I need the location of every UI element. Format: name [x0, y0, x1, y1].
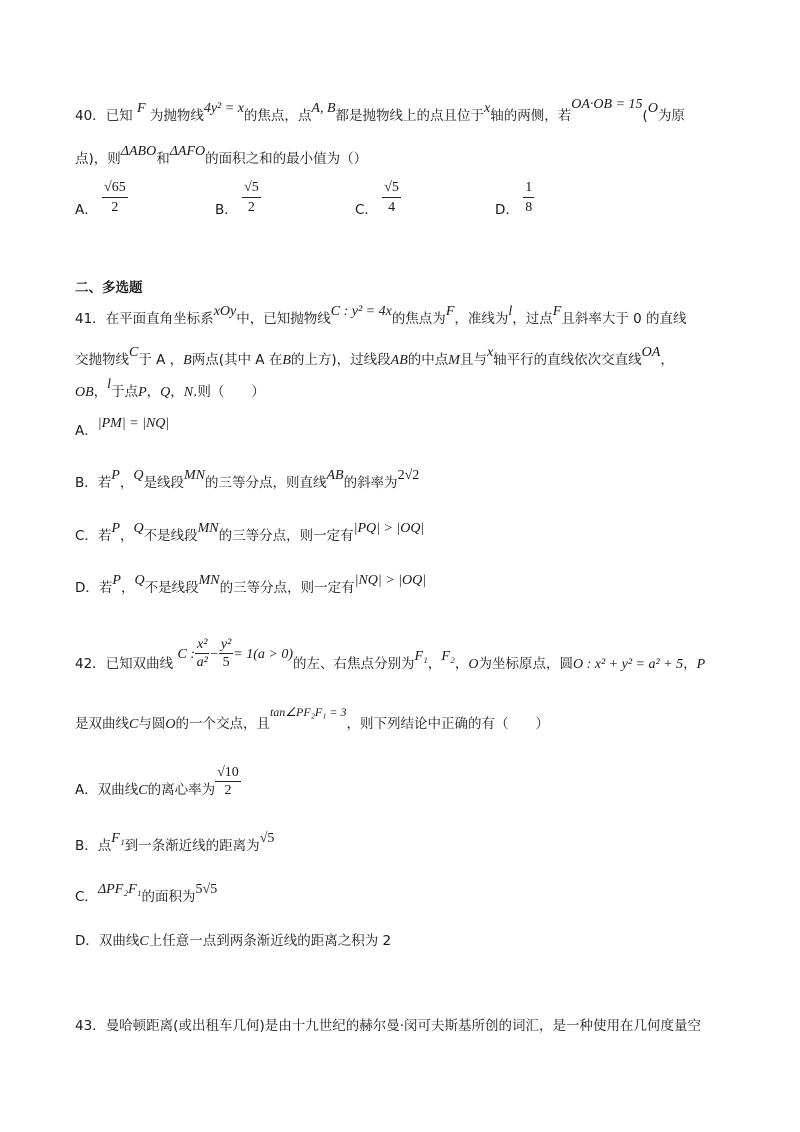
q42-text: 是双曲线 — [75, 716, 129, 732]
q41-text: 的上方)，过线段 — [290, 352, 391, 368]
q40-option-d — [495, 180, 534, 216]
q42-line2 — [75, 705, 549, 732]
q41-math: Q — [133, 468, 144, 483]
q40-option-c — [355, 180, 401, 216]
q41-text: 轴平行的直线依次交直线 — [493, 352, 642, 368]
q41-text: ， — [93, 384, 108, 400]
q42-math: C — [139, 934, 149, 949]
q42-math: C — [138, 783, 148, 798]
q42-math: F₁ — [414, 649, 428, 664]
q42-text: ，则下列结论中正确的有（ ） — [346, 716, 549, 732]
fraction-denominator: a² — [196, 655, 208, 670]
q43-line1 — [75, 1020, 701, 1034]
q41-text: ，准线为 — [454, 311, 509, 327]
q40-text: 已知 — [105, 108, 133, 124]
q42-math: C : — [177, 647, 195, 662]
option-fraction — [102, 180, 128, 216]
q41-math: MN — [197, 521, 219, 536]
q42-text: 上任意一点到两条渐近线的距离之积为 2 — [148, 933, 392, 949]
q42-math: = 1(a > 0) — [233, 647, 293, 662]
q41-number: 41． — [75, 311, 106, 327]
q41-text: ， — [120, 580, 135, 596]
q40-option-a — [75, 180, 128, 216]
q42-text: 到一条渐近线的距离为 — [124, 838, 260, 854]
q41-text: 的中点 — [407, 352, 449, 368]
option-label: A．双曲线 — [75, 782, 139, 798]
q41-math: P — [138, 385, 147, 400]
q42-fraction-ecc — [215, 766, 241, 798]
q41-math-parabola: C : y² = 4x — [330, 304, 392, 319]
q41-text: 的斜率为 — [343, 475, 398, 491]
q41-text: 是线段 — [143, 475, 184, 491]
q41-text: 不是线段 — [144, 580, 199, 596]
q41-option-b — [75, 468, 420, 491]
fraction-denominator: 4 — [388, 200, 396, 215]
q40-math-dot-product: OA·OB = 15 — [571, 97, 643, 112]
q41-text: 且斜率大于 0 的直线 — [561, 311, 687, 327]
q40-text: 的焦点，点 — [243, 108, 312, 124]
q41-math: B — [282, 353, 291, 368]
q41-math: MN — [198, 573, 220, 588]
q41-text: ， — [146, 384, 161, 400]
q42-math: 5√5 — [195, 882, 218, 897]
option-label: C． — [355, 202, 378, 218]
q42-option-b — [75, 831, 275, 854]
fraction-denominator: 2 — [224, 783, 232, 798]
q40-text: 轴的两侧，若 — [490, 108, 572, 124]
q40-line1 — [75, 97, 685, 124]
q40-line2 — [75, 144, 368, 167]
option-fraction — [523, 180, 534, 216]
q40-option-b — [215, 180, 261, 216]
q41-text: 在平面直角坐标系 — [105, 311, 214, 327]
q42-option-c — [75, 882, 218, 905]
q41-text: ， — [170, 384, 184, 400]
q42-text: ， — [683, 656, 697, 672]
q41-math: 2√2 — [397, 468, 420, 483]
q42-number-wrap — [75, 637, 706, 680]
q41-math: P — [111, 468, 120, 483]
option-label: B．点 — [75, 838, 112, 854]
section-heading: 二、多选题 — [75, 280, 143, 296]
q42-option-d — [75, 935, 391, 949]
q42-text: 为坐标原点，圆 — [478, 656, 573, 672]
q41-text: 不是线段 — [143, 528, 198, 544]
q41-math: OA — [641, 345, 661, 360]
q42-math: − — [209, 647, 219, 662]
q42-text: 已知双曲线 — [105, 656, 174, 672]
q40-math-ABO: ΔABO — [120, 144, 157, 159]
q40-text: 为原 — [657, 108, 685, 124]
q41-text: 的焦点为 — [391, 311, 446, 327]
q40-text: ( — [642, 108, 648, 124]
q41-text: ，过点 — [512, 311, 553, 327]
q41-math: F — [445, 304, 455, 319]
option-label: A． — [75, 423, 98, 439]
q41-line1 — [75, 304, 687, 327]
q41-math: xOy — [213, 304, 237, 319]
q41-math: P — [112, 573, 121, 588]
q40-text: 的面积之和的最小值为（） — [205, 151, 368, 167]
q42-math: √5 — [259, 831, 275, 846]
option-fraction — [242, 180, 261, 216]
q41-text: 的三等分点，则一定有 — [219, 580, 355, 596]
option-fraction — [382, 180, 401, 216]
q40-math-parabola: 4y² = x — [203, 101, 244, 116]
q40-text: 点)，则 — [75, 151, 121, 167]
option-label: D．双曲线 — [75, 933, 140, 949]
q41-math: AB — [390, 353, 408, 368]
q41-math: Q — [134, 573, 145, 588]
q40-text: 都是抛物线上的点且位于 — [335, 108, 485, 124]
q41-text: 两点(其中 A 在 — [191, 352, 283, 368]
q41-math: l — [508, 304, 513, 319]
option-label: B．若 — [75, 475, 112, 491]
q40-math-F: F — [136, 101, 146, 116]
q40-math-x: x — [484, 101, 491, 116]
q40-number: 40． — [75, 108, 106, 124]
option-label: D． — [495, 202, 519, 218]
q41-math: OB — [75, 385, 94, 400]
q42-option-a — [75, 766, 241, 798]
fraction-numerator: √10 — [217, 765, 239, 780]
q41-text: 且与 — [459, 352, 487, 368]
q40-math-AB: A, B — [311, 101, 336, 116]
q41-math: N — [183, 385, 194, 400]
q41-text: 的三等分点，则一定有 — [218, 528, 354, 544]
q40-text: 和 — [156, 151, 170, 167]
q42-math: F₁ — [111, 831, 125, 846]
q42-number: 42． — [75, 656, 106, 672]
fraction-numerator: 1 — [523, 180, 534, 198]
q41-line2 — [75, 345, 674, 368]
q42-text: 与圆 — [138, 716, 166, 732]
option-label: C． — [75, 889, 98, 905]
q41-math: B — [183, 353, 192, 368]
fraction-numerator: y² — [220, 637, 232, 652]
q41-text: 交抛物线 — [75, 352, 129, 368]
q41-math: AB — [326, 468, 344, 483]
q41-option-a — [75, 416, 170, 439]
option-label: A． — [75, 202, 98, 218]
q42-math: O : x² + y² = a² + 5 — [572, 657, 684, 672]
q41-option-c — [75, 521, 425, 544]
q41-text: 的三等分点，则直线 — [204, 475, 327, 491]
q40-text: 为抛物线 — [149, 108, 204, 124]
fraction-denominator: 2 — [111, 200, 119, 215]
q42-fraction-x — [195, 638, 209, 670]
q41-math: l — [107, 377, 112, 392]
fraction-numerator: √65 — [102, 180, 128, 198]
q41-math: |PQ| > |OQ| — [353, 521, 425, 536]
option-label: D．若 — [75, 580, 113, 596]
q42-math: tan∠PF₂F₁ = 3 — [269, 705, 347, 719]
q41-math: MN — [183, 468, 205, 483]
fraction-numerator: x² — [196, 637, 208, 652]
fraction-denominator: 2 — [247, 200, 255, 215]
q43-number: 43． — [75, 1018, 106, 1034]
q41-math: |NQ| > |OQ| — [354, 573, 427, 588]
q42-text: ， — [427, 656, 442, 672]
q43-text: 曼哈顿距离(或出租车几何)是由十九世纪的赫尔曼·闵可夫斯基所创的词汇，是一种使用在几何度量空 — [105, 1018, 702, 1034]
q42-math: ΔPF₂F₁ — [97, 882, 142, 897]
q41-option-d — [75, 573, 427, 596]
q41-text: ， — [120, 528, 134, 544]
q41-math: |PM| = |NQ| — [97, 416, 170, 431]
fraction-denominator: 8 — [525, 200, 533, 215]
q41-math: P — [111, 521, 120, 536]
q42-text: ， — [454, 656, 469, 672]
q41-line3 — [75, 377, 265, 400]
q42-text: 的左、右焦点分别为 — [293, 656, 415, 672]
q40-math-O: O — [647, 101, 658, 116]
q41-text: ， — [119, 475, 134, 491]
q42-math: C — [129, 717, 139, 732]
q42-fraction-y — [219, 638, 233, 670]
q42-math: O — [165, 717, 176, 732]
q41-math: Q — [160, 385, 171, 400]
q42-text: 的一个交点，且 — [175, 716, 270, 732]
q41-text: .则（ ） — [193, 384, 265, 400]
q41-math: M — [448, 353, 460, 368]
q41-text: 中，已知抛物线 — [236, 311, 331, 327]
q41-text: ， — [660, 352, 674, 368]
q42-math: F₂ — [441, 649, 455, 664]
q42-text: 的离心率为 — [147, 782, 216, 798]
q42-math: P — [696, 657, 706, 672]
fraction-numerator: √5 — [242, 180, 261, 198]
option-label: C．若 — [75, 528, 112, 544]
fraction-denominator: 5 — [222, 655, 230, 670]
q42-text: 的面积为 — [141, 889, 196, 905]
q41-math: x — [486, 345, 494, 360]
q41-text: 于点 — [111, 384, 139, 400]
fraction-numerator: √5 — [382, 180, 401, 198]
q40-math-AFO: ΔAFO — [169, 144, 206, 159]
q42-math: O — [468, 657, 479, 672]
q41-math: Q — [133, 521, 144, 536]
q41-text: 于 A ， — [138, 352, 184, 368]
q41-math: C — [129, 345, 139, 360]
q41-math: F — [552, 304, 562, 319]
option-label: B． — [215, 202, 238, 218]
